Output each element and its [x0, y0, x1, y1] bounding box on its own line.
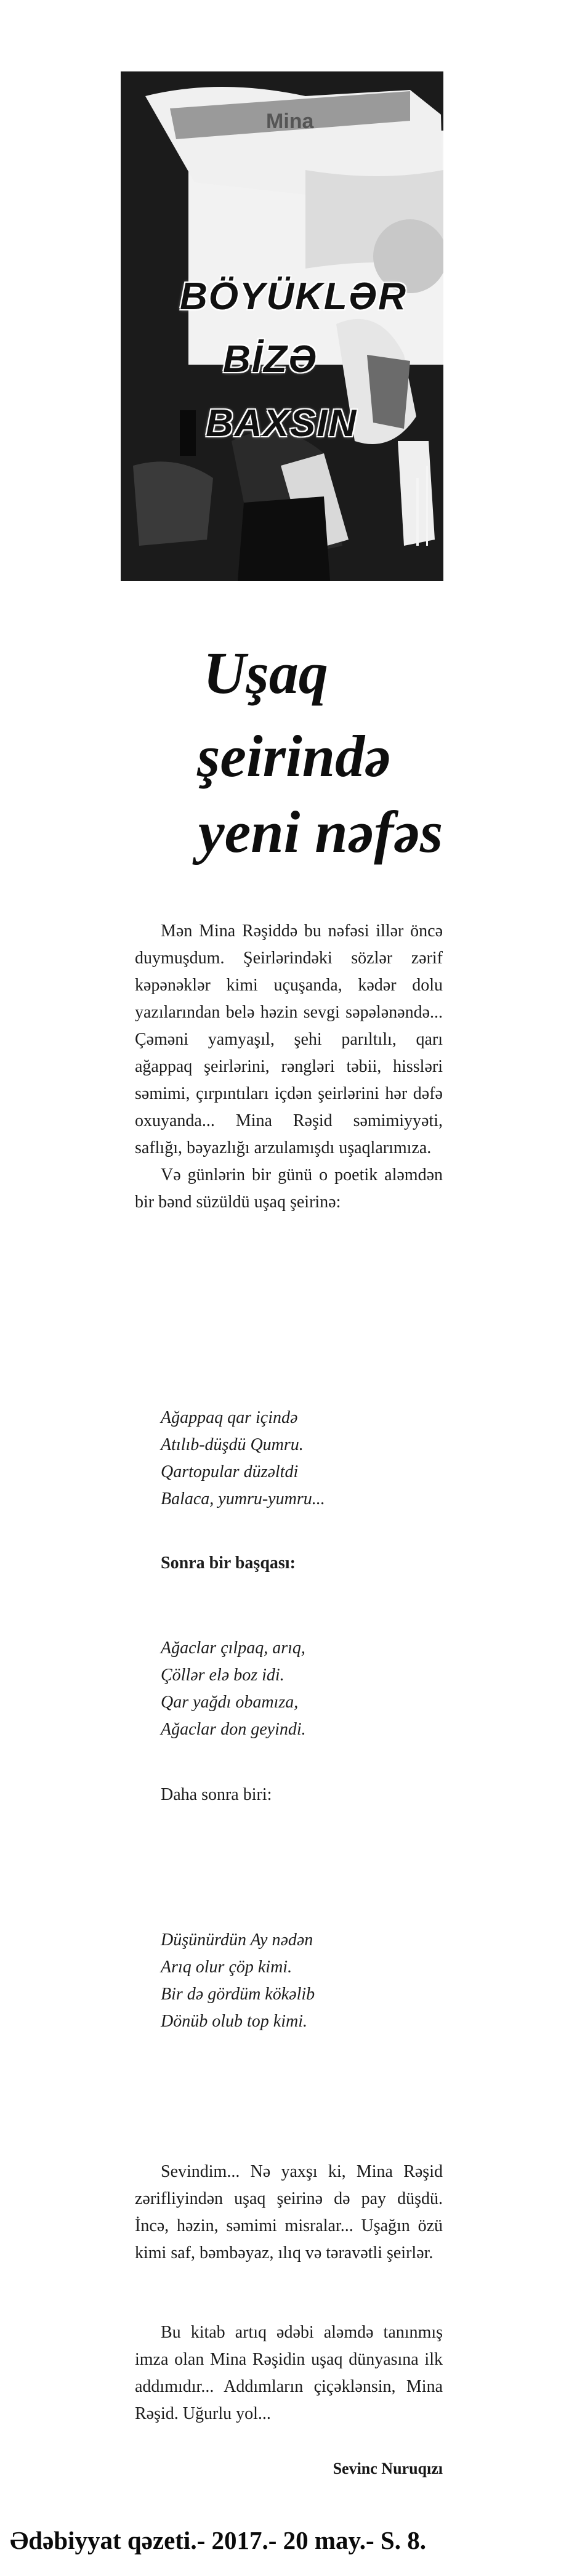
- article-heading-line-1: Uşaq: [203, 640, 328, 706]
- book-cover-image: [121, 71, 443, 581]
- verse-line: Qar yağdı obamıza,: [161, 1693, 299, 1712]
- author-signature: Sevinc Nuruqızı: [333, 2460, 443, 2477]
- verse-line: Ağappaq qar içində: [161, 1408, 298, 1427]
- cover-title-line-2: BİZƏ: [223, 338, 318, 381]
- article-intro: [135, 918, 443, 1216]
- paragraph-4: Bu kitab artıq ədəbi aləmdə tanınmış imza olan Mina Rəşidin uşaq dünyasına ilk addımıdır... Addımların çiçəklənsin, Mina Rəşid. Uğurlu yol...: [135, 2323, 443, 2423]
- cover-artwork: [121, 71, 443, 581]
- verse-line: Arıq olur çöp kimi.: [161, 1958, 293, 1977]
- cover-title-line-3: BAXSIN: [206, 402, 358, 445]
- verse-line: Atılıb-düşdü Qumru.: [161, 1435, 304, 1454]
- label-1-block: [135, 1550, 443, 1577]
- paragraph-2: Və günlərin bir günü o poetik aləmdən bir bənd süzüldü uşaq şeirinə:: [135, 1165, 443, 1212]
- article-final: [135, 2319, 443, 2428]
- verse-2: [135, 1635, 443, 1743]
- verse-line: Balaca, yumru-yumru...: [161, 1489, 325, 1509]
- cover-banner-fragment: Mina: [266, 110, 314, 133]
- article-heading-line-3: yeni nəfəs: [198, 799, 443, 865]
- verse-line: Ağaclar çılpaq, arıq,: [161, 1638, 305, 1658]
- cover-title-line-1: BÖYÜKLƏR: [180, 275, 407, 318]
- verse-line: Qartopular düzəltdi: [161, 1462, 299, 1481]
- label-1: Sonra bir başqası:: [161, 1553, 296, 1573]
- label-2-block: [135, 1781, 443, 1808]
- verse-line: Dönüb olub top kimi.: [161, 2012, 307, 2031]
- source-citation: Ədəbiyyat qəzeti.- 2017.- 20 may.- S. 8.: [10, 2526, 426, 2554]
- verse-1: [135, 1404, 443, 1513]
- paragraph-3: Sevindim... Nə yaxşı ki, Mina Rəşid zərifliyindən uşaq şeirinə də pay düşdü. İncə, həzin, səmimi misralar... Uşağın özü kimi saf, bəmbəyaz, ılıq və təravətli şeirlər.: [135, 2162, 443, 2262]
- verse-3: [135, 1927, 443, 2035]
- article-closing: [135, 2158, 443, 2267]
- verse-line: Bir də gördüm kökəlib: [161, 1985, 315, 2004]
- label-2: Daha sonra biri:: [161, 1785, 272, 1804]
- verse-line: Ağaclar don geyindi.: [161, 1720, 306, 1739]
- verse-line: Düşünürdün Ay nədən: [161, 1930, 313, 1950]
- verse-line: Çöllər elə boz idi.: [161, 1666, 284, 1685]
- article-heading-line-2: şeirində: [197, 723, 391, 789]
- paragraph-1: Mən Mina Rəşiddə bu nəfəsi illər öncə duymuşdum. Şeirlərindəki sözlər zərif kəpənəklər kimi uçuşanda, kədər dolu yazılarından belə həzin sevgi səpələnəndə... Çəməni yamyaşıl, şehi parıltılı, qarı ağappaq şeirlərini, rəngləri təbii, hissləri səmimi, çırpıntıları içdən şeirlərini hər dəfə oxuyanda... Mina Rəşid səmimiyyəti, saflığı, bəyazlığı arzulamışdı uşaqlarımıza.: [135, 921, 443, 1157]
- cover-title-bar: [180, 410, 196, 456]
